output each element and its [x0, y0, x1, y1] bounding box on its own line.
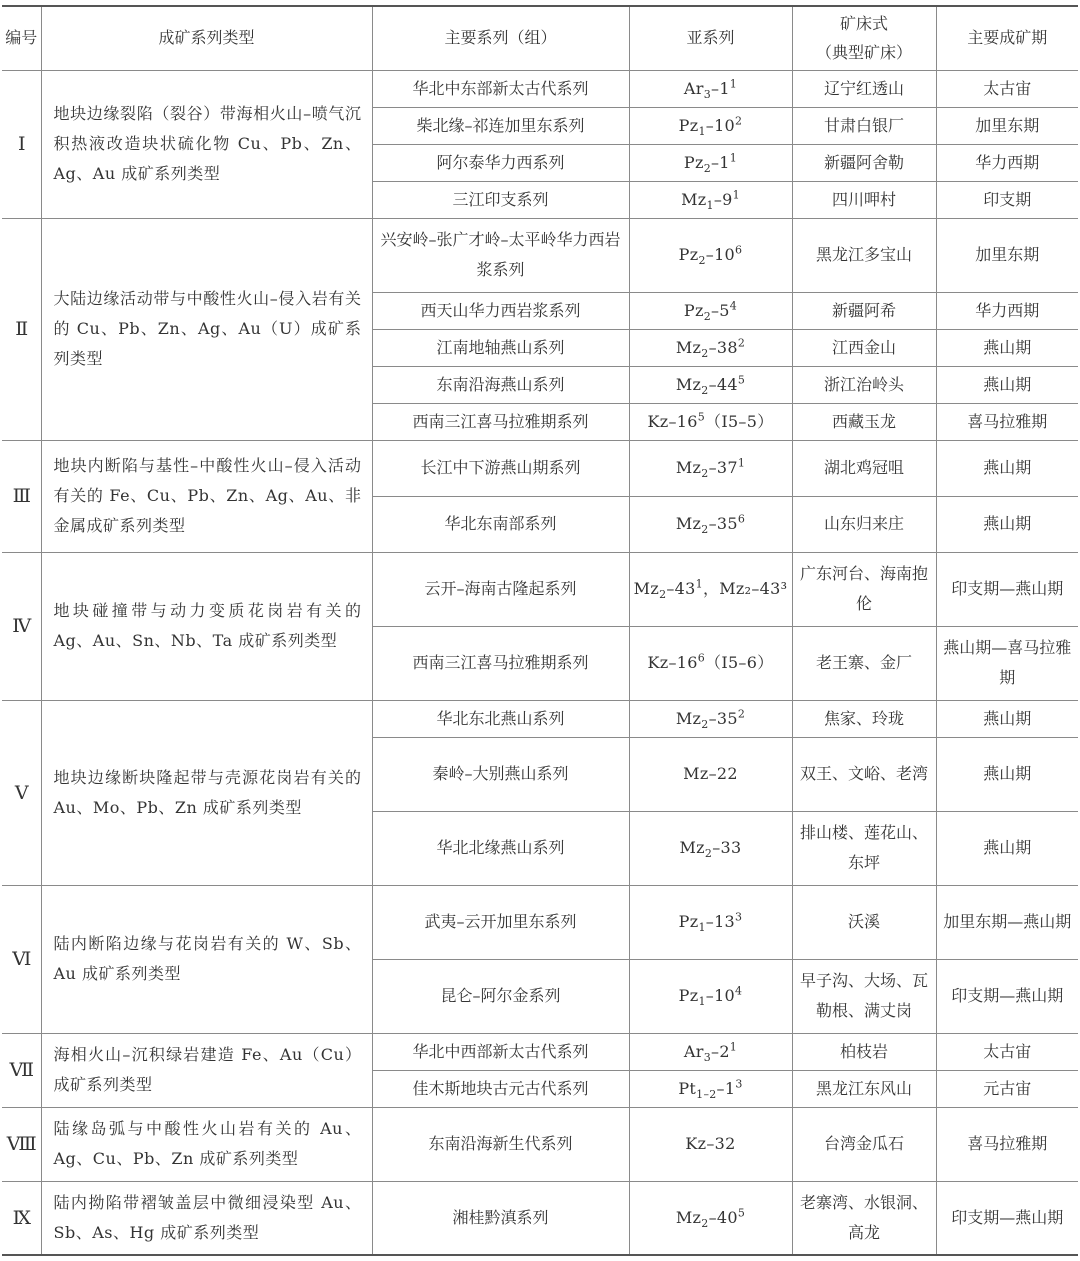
main-series: 三江印支系列	[372, 181, 629, 218]
typical-deposit: 浙江治岭头	[792, 366, 936, 403]
group-number: Ⅳ	[2, 552, 41, 700]
main-mineralization-period: 喜马拉雅期	[936, 1107, 1078, 1181]
subseries-number: –43	[666, 579, 696, 598]
subseries-base: Mz	[675, 514, 702, 533]
group-number: Ⅷ	[2, 1107, 41, 1181]
header-subseries: 亚系列	[629, 6, 792, 70]
main-mineralization-period: 燕山期	[936, 440, 1078, 496]
table-row	[2, 70, 1078, 107]
main-mineralization-period: 加里东期	[936, 107, 1078, 144]
subseries-subscript: 2	[701, 467, 709, 481]
table-row	[2, 218, 1078, 292]
header-deposit-type: 矿床式 （典型矿床）	[792, 6, 936, 70]
main-series: 湘桂黔滇系列	[372, 1181, 629, 1255]
series-type: 地块内断陷与基性–中酸性火山–侵入活动有关的 Fe、Cu、Pb、Zn、Ag、Au、非金属成矿系列类型	[41, 440, 372, 552]
typical-deposit: 新疆阿希	[792, 292, 936, 329]
series-type: 陆缘岛弧与中酸性火山岩有关的 Au、Ag、Cu、Pb、Zn 成矿系列类型	[41, 1107, 372, 1181]
typical-deposit: 双王、文峪、老湾	[792, 737, 936, 811]
series-type: 陆内拗陷带褶皱盖层中微细浸染型 Au、Sb、As、Hg 成矿系列类型	[41, 1181, 372, 1255]
main-series: 昆仑–阿尔金系列	[372, 959, 629, 1033]
main-mineralization-period: 元古宙	[936, 1070, 1078, 1107]
subseries-number: –10	[705, 986, 736, 1005]
main-mineralization-period: 太古宙	[936, 70, 1078, 107]
subseries-base: Mz	[679, 838, 705, 857]
subseries-code	[629, 181, 792, 218]
subseries-code	[629, 700, 792, 737]
typical-deposit: 西藏玉龙	[792, 403, 936, 440]
subseries-base: Ar	[683, 1041, 704, 1061]
subseries-base: Pz	[683, 152, 704, 172]
series-type: 地块边缘裂陷（裂谷）带海相火山–喷气沉积热液改造块状硫化物 Cu、Pb、Zn、Ag、Au 成矿系列类型	[41, 70, 372, 218]
main-series: 西天山华力西岩浆系列	[372, 292, 629, 329]
subseries-code	[629, 1033, 792, 1070]
main-series: 柴北缘–祁连加里东系列	[372, 107, 629, 144]
header-series-type: 成矿系列类型	[41, 6, 372, 70]
subseries-base: Mz	[675, 708, 702, 728]
subseries-code	[629, 218, 792, 292]
main-series: 秦岭–大别燕山系列	[372, 737, 629, 811]
subseries-code	[629, 885, 792, 959]
subseries-subscript: 3	[703, 87, 712, 101]
subseries-base: Pz	[683, 300, 704, 320]
typical-deposit: 台湾金瓜石	[792, 1107, 936, 1181]
table-row	[2, 700, 1078, 737]
main-series: 东南沿海新生代系列	[372, 1107, 629, 1181]
main-mineralization-period: 燕山期—喜马拉雅期	[936, 626, 1078, 700]
main-mineralization-period: 太古宙	[936, 1033, 1078, 1070]
subseries-tail: ，Mz₂–43³	[702, 579, 788, 598]
subseries-number: –38	[708, 337, 738, 357]
subseries-code	[629, 1107, 792, 1181]
subseries-code	[629, 1070, 792, 1107]
subseries-superscript: 6	[735, 243, 743, 257]
typical-deposit: 广东河台、海南抱伦	[792, 552, 936, 626]
subseries-number: –33	[712, 838, 742, 857]
typical-deposit: 山东归来庄	[792, 496, 936, 552]
subseries-tail: （I5–6）	[705, 653, 774, 672]
main-series: 兴安岭–张广才岭–太平岭华力西岩浆系列	[372, 218, 629, 292]
subseries-subscript: 2	[703, 161, 711, 175]
subseries-number: –1	[711, 78, 730, 98]
subseries-code	[629, 626, 792, 700]
subseries-superscript: 1	[732, 188, 740, 202]
main-mineralization-period: 印支期—燕山期	[936, 959, 1078, 1033]
subseries-code	[629, 959, 792, 1033]
series-type: 陆内断陷边缘与花岗岩有关的 W、Sb、Au 成矿系列类型	[41, 885, 372, 1033]
group-number: Ⅴ	[2, 700, 41, 885]
subseries-code	[629, 552, 792, 626]
typical-deposit: 排山楼、莲花山、东坪	[792, 811, 936, 885]
subseries-number: –10	[705, 245, 736, 264]
subseries-subscript: 2	[701, 346, 709, 360]
subseries-subscript: 2	[659, 588, 667, 602]
subseries-base: Mz	[675, 458, 702, 477]
subseries-subscript: 2	[703, 309, 711, 323]
typical-deposit: 四川呷村	[792, 181, 936, 218]
subseries-code	[629, 366, 792, 403]
subseries-code	[629, 403, 792, 440]
subseries-subscript: 1	[698, 124, 706, 138]
table-row	[2, 552, 1078, 626]
subseries-base: Kz	[647, 411, 669, 431]
subseries-base: Mz	[675, 337, 702, 357]
subseries-number: –13	[705, 912, 736, 931]
subseries-superscript: 6	[697, 651, 706, 665]
subseries-number: –22	[708, 764, 738, 783]
table-row	[2, 440, 1078, 496]
group-number: Ⅶ	[2, 1033, 41, 1107]
subseries-subscript: 2	[701, 717, 709, 731]
subseries-base: Pz	[678, 912, 699, 931]
main-mineralization-period: 燕山期	[936, 496, 1078, 552]
main-mineralization-period: 燕山期	[936, 737, 1078, 811]
subseries-code	[629, 1181, 792, 1255]
main-mineralization-period: 加里东期—燕山期	[936, 885, 1078, 959]
main-series: 西南三江喜马拉雅期系列	[372, 626, 629, 700]
subseries-number: –16	[668, 653, 698, 672]
main-series: 华北中西部新太古代系列	[372, 1033, 629, 1070]
group-number: Ⅲ	[2, 440, 41, 552]
main-series: 武夷–云开加里东系列	[372, 885, 629, 959]
main-series: 佳木斯地块古元古代系列	[372, 1070, 629, 1107]
subseries-code	[629, 70, 792, 107]
subseries-base: Mz	[675, 374, 702, 394]
typical-deposit: 早子沟、大场、瓦勒根、满丈岗	[792, 959, 936, 1033]
subseries-superscript: 2	[737, 336, 746, 350]
subseries-number: –1	[711, 152, 730, 172]
subseries-subscript: 2	[701, 523, 709, 537]
table-container	[2, 5, 1078, 1256]
subseries-code	[629, 440, 792, 496]
subseries-number: –2	[711, 1041, 730, 1061]
subseries-superscript: 1	[729, 77, 738, 91]
typical-deposit: 老王寨、金厂	[792, 626, 936, 700]
subseries-superscript: 2	[735, 114, 743, 128]
table-row	[2, 1033, 1078, 1070]
typical-deposit: 柏枝岩	[792, 1033, 936, 1070]
subseries-tail: （I5–5）	[705, 411, 774, 431]
subseries-number: –1	[716, 1078, 736, 1098]
main-mineralization-period: 印支期—燕山期	[936, 552, 1078, 626]
main-series: 东南沿海燕山系列	[372, 366, 629, 403]
subseries-subscript: 1	[698, 921, 706, 935]
subseries-superscript: 5	[697, 410, 706, 424]
main-series: 华北中东部新太古代系列	[372, 70, 629, 107]
header-main-series: 主要系列（组）	[372, 6, 629, 70]
typical-deposit: 湖北鸡冠咀	[792, 440, 936, 496]
main-series: 云开–海南古隆起系列	[372, 552, 629, 626]
group-number: Ⅱ	[2, 218, 41, 440]
subseries-superscript: 1	[729, 151, 738, 165]
subseries-subscript: 2	[704, 847, 713, 861]
subseries-superscript: 3	[735, 910, 743, 924]
subseries-subscript: 2	[698, 254, 706, 268]
subseries-code	[629, 811, 792, 885]
main-series: 江南地轴燕山系列	[372, 329, 629, 366]
table-row	[2, 1181, 1078, 1255]
subseries-number: –10	[705, 115, 736, 135]
main-mineralization-period: 华力西期	[936, 144, 1078, 181]
subseries-subscript: 1	[706, 198, 714, 212]
main-series: 西南三江喜马拉雅期系列	[372, 403, 629, 440]
subseries-base: Mz	[681, 189, 707, 209]
typical-deposit: 老寨湾、水银洞、高龙	[792, 1181, 936, 1255]
main-mineralization-period: 华力西期	[936, 292, 1078, 329]
header-row	[2, 6, 1078, 70]
subseries-number: –35	[708, 708, 738, 728]
main-mineralization-period: 喜马拉雅期	[936, 403, 1078, 440]
main-series: 华北东南部系列	[372, 496, 629, 552]
typical-deposit: 焦家、玲珑	[792, 700, 936, 737]
subseries-number: –35	[708, 514, 738, 533]
subseries-superscript: 1	[737, 456, 746, 470]
subseries-base: Kz	[685, 1134, 707, 1153]
subseries-code	[629, 144, 792, 181]
series-type: 地块碰撞带与动力变质花岗岩有关的 Ag、Au、Sn、Nb、Ta 成矿系列类型	[41, 552, 372, 700]
subseries-code	[629, 737, 792, 811]
subseries-superscript: 3	[735, 1077, 743, 1091]
subseries-subscript: 1	[698, 995, 706, 1009]
main-series: 华北北缘燕山系列	[372, 811, 629, 885]
main-mineralization-period: 燕山期	[936, 366, 1078, 403]
typical-deposit: 新疆阿舍勒	[792, 144, 936, 181]
group-number: Ⅸ	[2, 1181, 41, 1255]
subseries-base: Pt	[678, 1078, 697, 1098]
subseries-base: Kz	[647, 653, 669, 672]
subseries-code	[629, 107, 792, 144]
header-number: 编号	[2, 6, 41, 70]
series-type: 大陆边缘活动带与中酸性火山–侵入岩有关的 Cu、Pb、Zn、Ag、Au（U）成矿系列类型	[41, 218, 372, 440]
subseries-base: Mz	[683, 764, 709, 783]
main-mineralization-period: 燕山期	[936, 811, 1078, 885]
main-mineralization-period: 印支期	[936, 181, 1078, 218]
group-number: Ⅵ	[2, 885, 41, 1033]
subseries-base: Pz	[678, 245, 699, 264]
subseries-base: Pz	[678, 986, 699, 1005]
subseries-superscript: 2	[737, 707, 746, 721]
main-series: 阿尔泰华力西系列	[372, 144, 629, 181]
group-number: Ⅰ	[2, 70, 41, 218]
main-series: 长江中下游燕山期系列	[372, 440, 629, 496]
subseries-number: –32	[706, 1134, 736, 1153]
main-series: 华北东北燕山系列	[372, 700, 629, 737]
main-mineralization-period: 燕山期	[936, 700, 1078, 737]
header-main-period: 主要成矿期	[936, 6, 1078, 70]
subseries-superscript: 4	[729, 299, 738, 313]
subseries-superscript: 1	[695, 577, 703, 591]
subseries-base: Mz	[675, 1207, 702, 1227]
subseries-base: Pz	[678, 115, 699, 135]
subseries-subscript: 3	[703, 1050, 712, 1064]
subseries-subscript: 2	[701, 383, 709, 397]
subseries-superscript: 1	[729, 1040, 738, 1054]
subseries-superscript: 5	[737, 373, 746, 387]
main-mineralization-period: 印支期—燕山期	[936, 1181, 1078, 1255]
typical-deposit: 江西金山	[792, 329, 936, 366]
subseries-number: –16	[668, 411, 698, 431]
subseries-number: –9	[713, 189, 733, 209]
subseries-superscript: 5	[737, 1206, 746, 1220]
subseries-base: Ar	[683, 78, 704, 98]
subseries-code	[629, 329, 792, 366]
subseries-superscript: 6	[737, 512, 746, 526]
table-row	[2, 885, 1078, 959]
typical-deposit: 黑龙江东风山	[792, 1070, 936, 1107]
subseries-number: –5	[711, 300, 730, 320]
table-body	[2, 70, 1078, 1255]
series-type: 地块边缘断块隆起带与壳源花岗岩有关的 Au、Mo、Pb、Zn 成矿系列类型	[41, 700, 372, 885]
subseries-base: Mz	[633, 579, 660, 598]
mineral-series-table	[2, 5, 1078, 1256]
subseries-number: –40	[708, 1207, 738, 1227]
subseries-subscript: 2	[701, 1216, 709, 1230]
typical-deposit: 甘肃白银厂	[792, 107, 936, 144]
table-row	[2, 1107, 1078, 1181]
subseries-number: –37	[708, 458, 738, 477]
series-type: 海相火山–沉积绿岩建造 Fe、Au（Cu）成矿系列类型	[41, 1033, 372, 1107]
typical-deposit: 黑龙江多宝山	[792, 218, 936, 292]
main-mineralization-period: 加里东期	[936, 218, 1078, 292]
typical-deposit: 辽宁红透山	[792, 70, 936, 107]
subseries-superscript: 4	[735, 984, 743, 998]
subseries-code	[629, 496, 792, 552]
subseries-subscript: 1–2	[696, 1087, 717, 1101]
subseries-code	[629, 292, 792, 329]
typical-deposit: 沃溪	[792, 885, 936, 959]
main-mineralization-period: 燕山期	[936, 329, 1078, 366]
subseries-number: –44	[708, 374, 738, 394]
